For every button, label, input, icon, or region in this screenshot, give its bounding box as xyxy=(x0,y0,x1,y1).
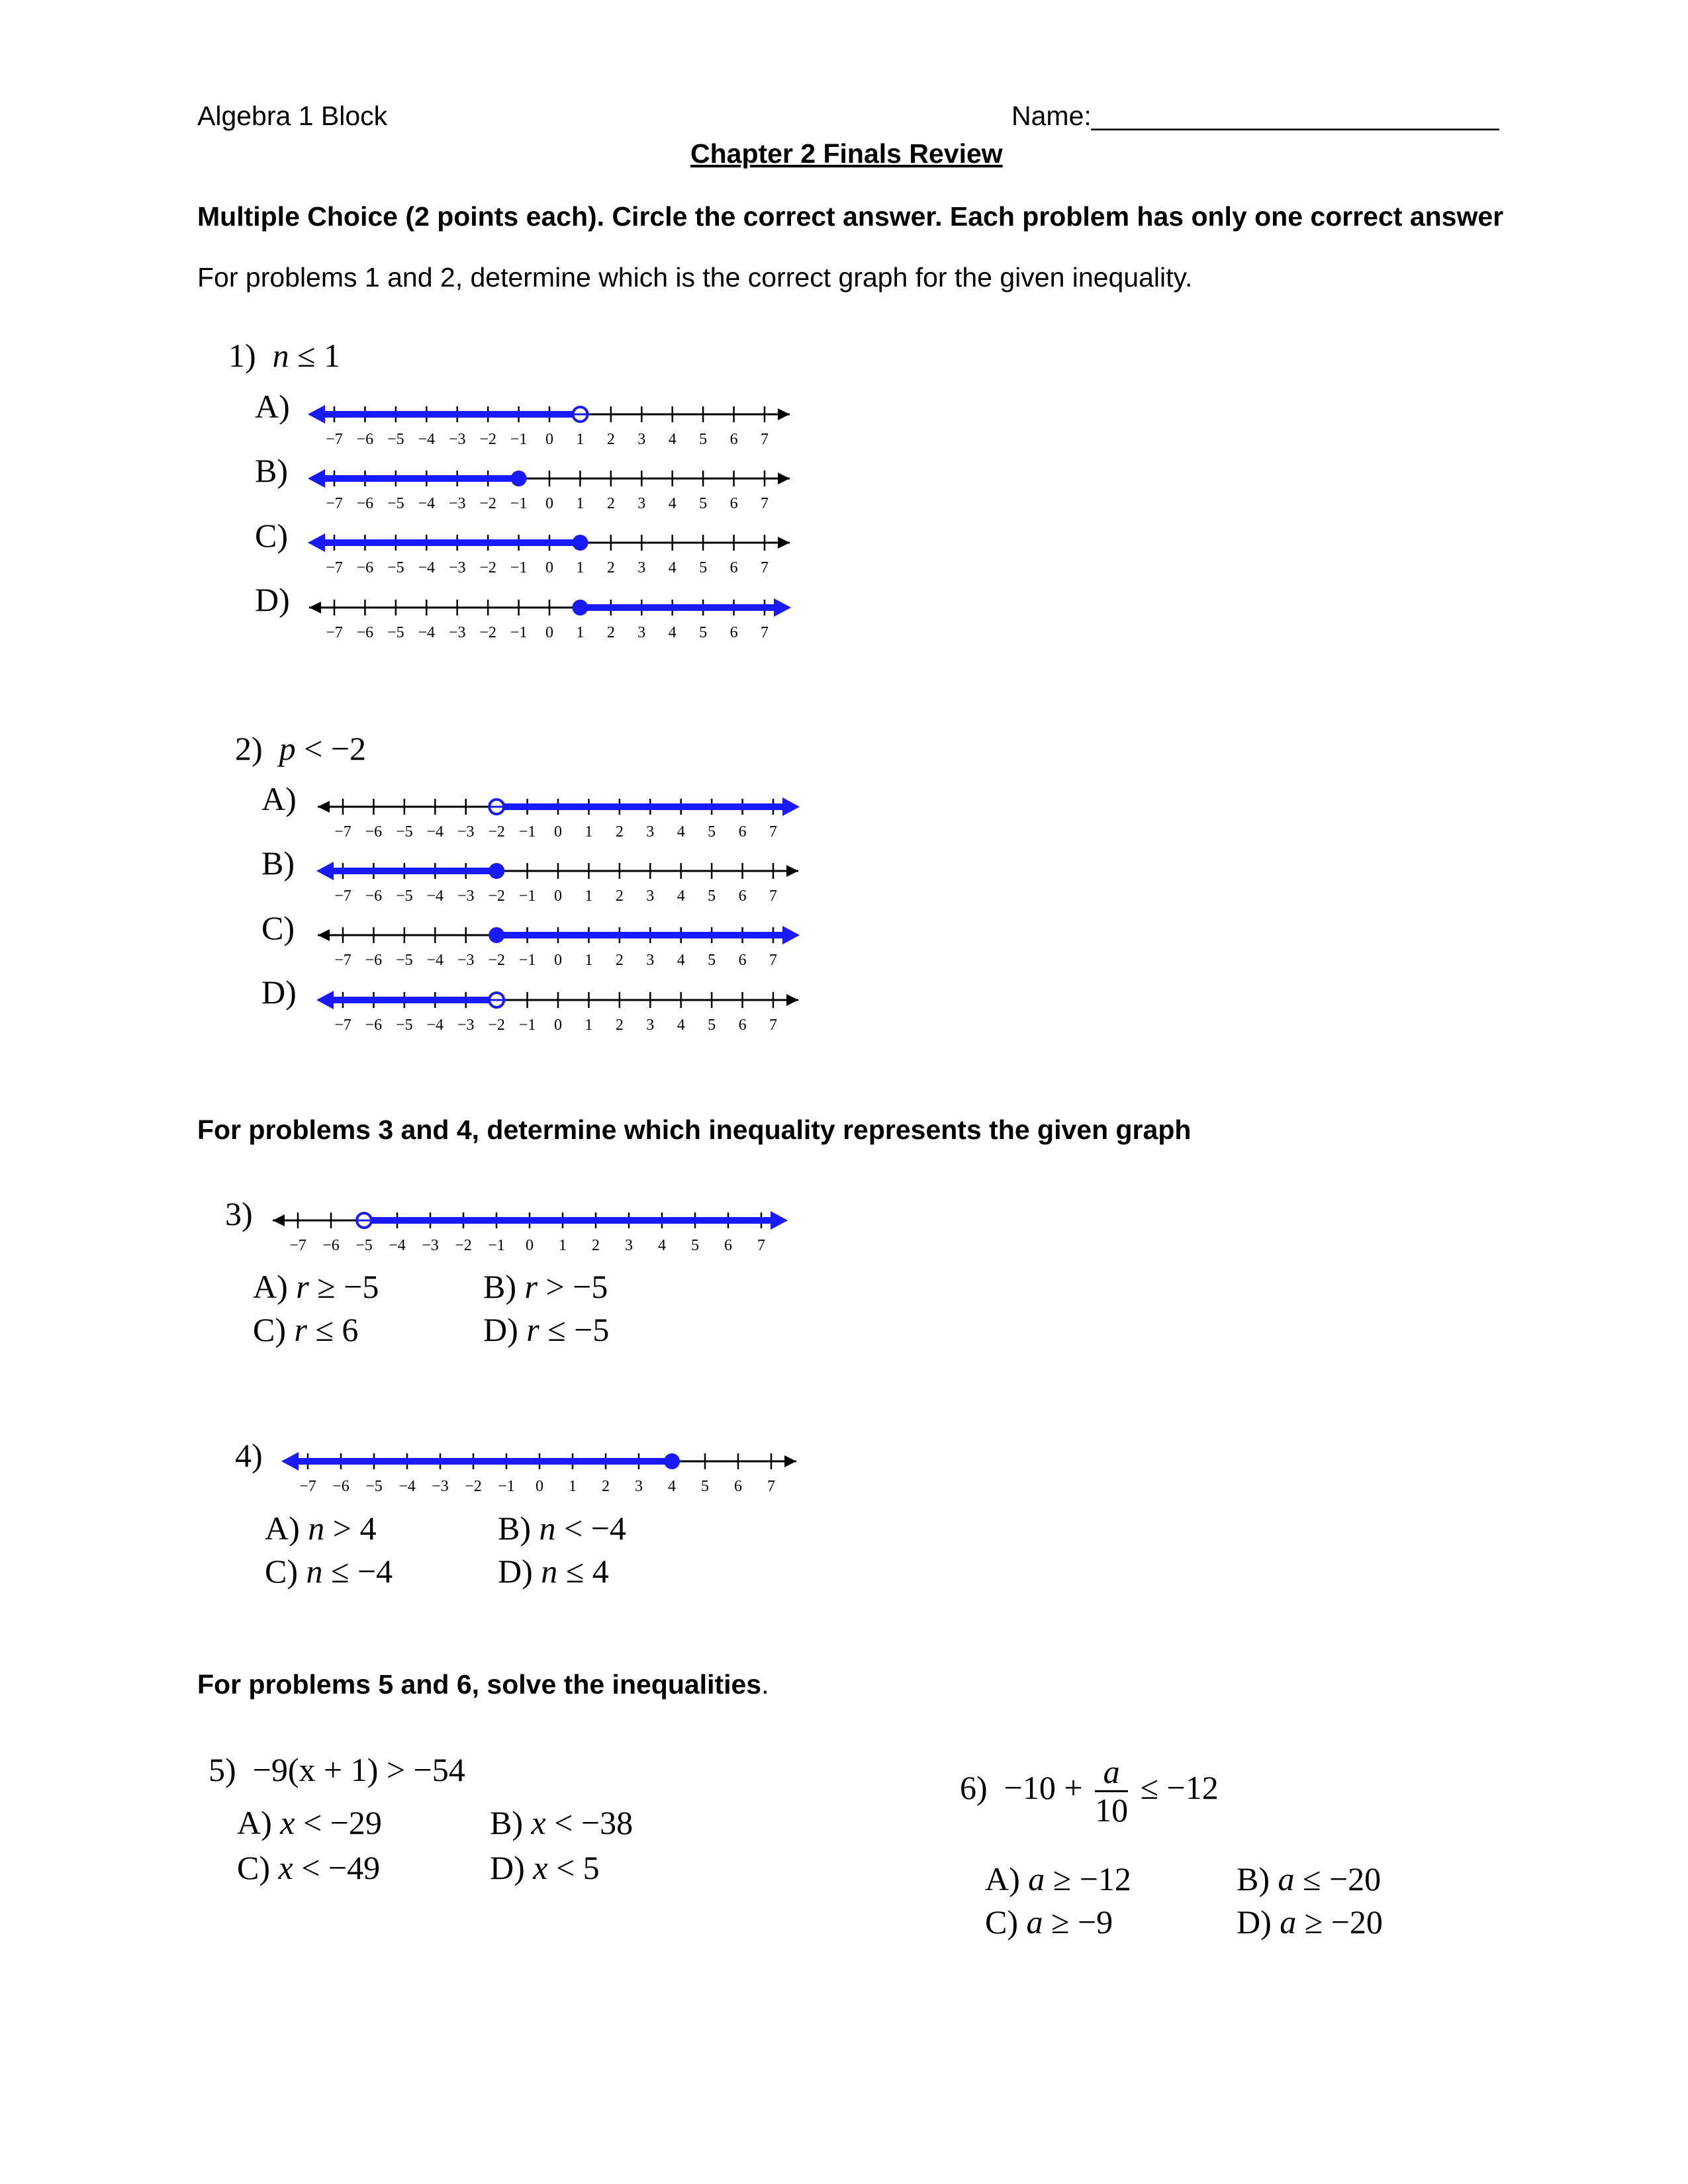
number-line-svg xyxy=(316,856,800,903)
problem-2-option-c-label[interactable]: C) xyxy=(261,909,295,946)
problems-1-2-instructions: For problems 1 and 2, determine which is the correct graph for the given inequality. xyxy=(197,262,1193,293)
number-line-svg xyxy=(271,1206,788,1252)
tick-label: −6 xyxy=(365,1017,383,1034)
problem-3-option-a[interactable]: A) r ≥ −5 xyxy=(253,1268,379,1305)
shaded-arrow-icon xyxy=(771,1211,788,1230)
tick-label: 5 xyxy=(708,887,716,905)
problem-variable: n xyxy=(272,337,289,374)
problem-1-option-a-label[interactable]: A) xyxy=(255,388,290,425)
tick-label: 3 xyxy=(646,1017,655,1034)
closed-endpoint xyxy=(572,600,588,615)
problem-1-option-b-numberline[interactable] xyxy=(308,464,791,510)
name-field[interactable]: Name:___________________________ xyxy=(1011,101,1499,131)
tick-label: −4 xyxy=(399,1478,416,1495)
tick-label: 3 xyxy=(637,559,646,576)
page-title: Chapter 2 Finals Review xyxy=(690,138,1003,169)
tick-label: −1 xyxy=(488,1237,505,1254)
tick-label: 5 xyxy=(699,431,708,448)
number-line-svg xyxy=(308,400,791,446)
tick-label: 4 xyxy=(668,624,677,641)
tick-label: −2 xyxy=(479,495,496,512)
tick-label: −1 xyxy=(510,495,528,512)
tick-label: 0 xyxy=(526,1237,534,1254)
left-arrow-icon xyxy=(318,929,330,941)
problem-4-option-a[interactable]: A) n > 4 xyxy=(265,1510,377,1547)
problem-5-prompt xyxy=(209,1751,465,1789)
tick-label: −1 xyxy=(510,559,528,576)
problems-3-4-instructions: For problems 3 and 4, determine which inequality represents the given graph xyxy=(197,1115,1192,1145)
tick-label: 2 xyxy=(606,495,615,512)
tick-label: −1 xyxy=(498,1478,515,1495)
tick-label: 0 xyxy=(554,952,562,969)
tick-label: 2 xyxy=(592,1237,600,1254)
tick-label: −1 xyxy=(518,887,536,905)
problem-5-option-a[interactable]: A) x < −29 xyxy=(237,1804,382,1841)
fraction: $\frac{a}{10}$ xyxy=(1095,1753,1129,1829)
right-arrow-icon xyxy=(778,473,790,484)
tick-label: −5 xyxy=(387,431,404,448)
problem-2-option-a-label[interactable]: A) xyxy=(261,780,297,817)
tick-label: 2 xyxy=(615,887,624,905)
problem-4-numberline xyxy=(281,1447,798,1493)
tick-label: 1 xyxy=(585,952,593,969)
tick-label: 6 xyxy=(738,1017,747,1034)
problem-4-option-c[interactable]: C) n ≤ −4 xyxy=(265,1553,393,1590)
shaded-arrow-icon xyxy=(316,991,334,1009)
right-arrow-icon xyxy=(786,994,798,1006)
problem-6-option-a[interactable]: A) a ≥ −12 xyxy=(985,1860,1131,1897)
problem-5-option-c[interactable]: C) x < −49 xyxy=(237,1849,381,1886)
problem-expression: −9(x + 1) > −54 xyxy=(252,1751,465,1788)
tick-label: −7 xyxy=(326,559,343,576)
tick-label: −3 xyxy=(448,431,466,448)
problem-1-option-d-numberline[interactable] xyxy=(308,593,791,639)
tick-label: 3 xyxy=(637,431,646,448)
tick-label: 4 xyxy=(668,495,677,512)
tick-label: −2 xyxy=(479,559,496,576)
tick-label: 0 xyxy=(545,559,553,576)
tick-label: 1 xyxy=(576,495,585,512)
tick-label: 1 xyxy=(569,1478,577,1495)
number-line-svg xyxy=(308,528,791,574)
problem-number: 2) xyxy=(235,730,263,767)
problem-1-option-c-numberline[interactable] xyxy=(308,528,791,574)
tick-label: 6 xyxy=(729,431,738,448)
tick-label: 3 xyxy=(646,823,655,841)
left-arrow-icon xyxy=(309,602,321,614)
number-line-svg xyxy=(316,792,800,839)
problem-3-option-b[interactable]: B) r > −5 xyxy=(483,1268,608,1305)
tick-label: 7 xyxy=(769,952,777,969)
tick-label: −5 xyxy=(396,887,413,905)
tick-label: 0 xyxy=(545,495,553,512)
tick-label: −4 xyxy=(426,823,444,841)
tick-label: −3 xyxy=(457,823,475,841)
number-line-svg xyxy=(308,464,791,510)
tick-label: 4 xyxy=(658,1237,666,1254)
tick-label: 1 xyxy=(559,1237,567,1254)
tick-label: −3 xyxy=(422,1237,439,1254)
right-arrow-icon xyxy=(778,537,790,549)
shaded-arrow-icon xyxy=(308,533,325,552)
tick-label: 1 xyxy=(585,1017,593,1034)
tick-label: 2 xyxy=(602,1478,610,1495)
shaded-arrow-icon xyxy=(782,926,800,944)
tick-label: 4 xyxy=(668,559,677,576)
tick-label: −6 xyxy=(365,952,383,969)
tick-label: 5 xyxy=(708,952,716,969)
tick-label: −6 xyxy=(332,1478,350,1495)
tick-label: −2 xyxy=(488,952,505,969)
problem-number: 1) xyxy=(228,337,256,374)
tick-label: −6 xyxy=(356,624,374,641)
tick-label: 6 xyxy=(738,887,747,905)
tick-label: −7 xyxy=(334,1017,352,1034)
problems-5-6-instructions: For problems 5 and 6, solve the inequalities. xyxy=(197,1669,769,1700)
tick-label: 4 xyxy=(677,887,685,905)
tick-label: 6 xyxy=(729,559,738,576)
tick-label: −6 xyxy=(365,823,383,841)
tick-label: −5 xyxy=(387,624,404,641)
tick-label: 2 xyxy=(606,624,615,641)
problem-4-option-b[interactable]: B) n < −4 xyxy=(498,1510,626,1547)
problem-2-option-d-numberline[interactable] xyxy=(316,985,800,1032)
tick-label: 7 xyxy=(769,1017,777,1034)
tick-label: 3 xyxy=(635,1478,643,1495)
tick-label: −5 xyxy=(387,559,404,576)
closed-endpoint xyxy=(664,1453,680,1469)
shaded-arrow-icon xyxy=(308,469,325,488)
tick-label: −7 xyxy=(299,1478,316,1495)
tick-label: −3 xyxy=(457,1017,475,1034)
shaded-arrow-icon xyxy=(316,862,334,880)
problem-1-option-b-label[interactable]: B) xyxy=(255,452,288,489)
tick-label: −3 xyxy=(448,559,466,576)
shaded-arrow-icon xyxy=(782,797,800,816)
tick-label: −5 xyxy=(396,823,413,841)
problem-3-number: 3) xyxy=(225,1195,253,1232)
problem-2-option-b-label[interactable]: B) xyxy=(261,844,295,882)
tick-label: 2 xyxy=(615,1017,624,1034)
tick-label: −1 xyxy=(518,952,536,969)
tick-label: −1 xyxy=(518,1017,536,1034)
problem-6-option-d[interactable]: D) a ≥ −20 xyxy=(1237,1903,1383,1940)
tick-label: 4 xyxy=(668,1478,676,1495)
tick-label: −3 xyxy=(457,952,475,969)
tick-label: 3 xyxy=(637,495,646,512)
tick-label: −5 xyxy=(355,1237,373,1254)
problem-variable: p xyxy=(279,730,296,767)
right-arrow-icon xyxy=(786,865,798,877)
number-line-svg xyxy=(316,921,800,967)
tick-label: 0 xyxy=(545,624,553,641)
tick-label: 7 xyxy=(761,495,769,512)
tick-label: −2 xyxy=(479,431,496,448)
problem-1-option-d-label[interactable]: D) xyxy=(255,581,290,618)
tick-label: −4 xyxy=(426,952,444,969)
tick-label: 4 xyxy=(677,1017,685,1034)
tick-label: −7 xyxy=(334,952,352,969)
shaded-arrow-icon xyxy=(281,1452,299,1471)
tick-label: 3 xyxy=(646,952,655,969)
tick-label: 7 xyxy=(769,823,777,841)
closed-endpoint xyxy=(489,863,504,879)
tick-label: −6 xyxy=(356,431,374,448)
tick-label: 5 xyxy=(708,1017,716,1034)
tick-label: 4 xyxy=(677,952,685,969)
problem-3-option-c[interactable]: C) r ≤ 6 xyxy=(253,1311,359,1348)
tick-label: −5 xyxy=(396,1017,413,1034)
left-arrow-icon xyxy=(273,1214,285,1226)
tick-label: −4 xyxy=(418,559,436,576)
tick-label: 2 xyxy=(615,823,624,841)
tick-label: 5 xyxy=(699,495,708,512)
shaded-arrow-icon xyxy=(774,598,791,617)
problem-2-option-b-numberline[interactable] xyxy=(316,856,800,903)
tick-label: −7 xyxy=(326,431,343,448)
problem-relation: ≤ 1 xyxy=(297,337,341,374)
multiple-choice-instructions: Multiple Choice (2 points each). Circle the correct answer. Each problem has only one correct answer xyxy=(197,201,1504,232)
tick-label: −7 xyxy=(326,495,343,512)
problem-2-option-c-numberline[interactable] xyxy=(316,921,800,967)
tick-label: −7 xyxy=(326,624,343,641)
tick-label: −1 xyxy=(510,431,528,448)
problem-1-prompt xyxy=(228,336,340,375)
tick-label: −3 xyxy=(457,887,475,905)
problem-5-option-b[interactable]: B) x < −38 xyxy=(490,1804,633,1841)
right-arrow-icon xyxy=(784,1455,796,1467)
tick-label: 6 xyxy=(729,624,738,641)
tick-label: −2 xyxy=(488,823,505,841)
tick-label: 3 xyxy=(646,887,655,905)
tick-label: 3 xyxy=(625,1237,633,1254)
tick-label: −7 xyxy=(334,823,352,841)
tick-label: 1 xyxy=(576,559,585,576)
problem-6-prompt: 6) −10 + $\frac{a}{10}$ ≤ −12 xyxy=(960,1753,1219,1829)
tick-label: 0 xyxy=(554,887,562,905)
tick-label: 2 xyxy=(606,559,615,576)
problem-2-prompt xyxy=(235,729,366,768)
closed-endpoint xyxy=(511,471,527,486)
shaded-arrow-icon xyxy=(308,405,325,424)
tick-label: 7 xyxy=(767,1478,775,1495)
tick-label: 0 xyxy=(545,431,553,448)
tick-label: −3 xyxy=(432,1478,449,1495)
tick-label: −2 xyxy=(479,624,496,641)
tick-label: −6 xyxy=(356,495,374,512)
problem-5-option-d[interactable]: D) x < 5 xyxy=(490,1849,600,1886)
tick-label: 7 xyxy=(761,624,769,641)
tick-label: 6 xyxy=(729,495,738,512)
tick-label: −4 xyxy=(426,1017,444,1034)
tick-label: −7 xyxy=(289,1237,306,1254)
tick-label: −3 xyxy=(448,624,466,641)
tick-label: 5 xyxy=(708,823,716,841)
tick-label: 4 xyxy=(668,431,677,448)
tick-label: 6 xyxy=(734,1478,742,1495)
problem-2-option-a-numberline[interactable] xyxy=(316,792,800,839)
tick-label: 5 xyxy=(699,624,708,641)
tick-label: −6 xyxy=(322,1237,340,1254)
left-arrow-icon xyxy=(318,801,330,813)
tick-label: 7 xyxy=(761,559,769,576)
problem-relation: < −2 xyxy=(304,730,367,767)
problem-1-option-a-numberline[interactable] xyxy=(308,400,791,446)
tick-label: −4 xyxy=(389,1237,406,1254)
right-arrow-icon xyxy=(778,408,790,420)
problem-6-option-c[interactable]: C) a ≥ −9 xyxy=(985,1903,1113,1940)
tick-label: −4 xyxy=(418,624,436,641)
number-line-svg xyxy=(308,593,791,639)
tick-label: −2 xyxy=(488,1017,505,1034)
tick-label: −2 xyxy=(455,1237,472,1254)
tick-label: −4 xyxy=(426,887,444,905)
closed-endpoint xyxy=(572,535,588,551)
tick-label: −5 xyxy=(365,1478,383,1495)
tick-label: −5 xyxy=(396,952,413,969)
tick-label: 1 xyxy=(576,624,585,641)
tick-label: 7 xyxy=(761,431,769,448)
tick-label: −2 xyxy=(465,1478,482,1495)
tick-label: 5 xyxy=(699,559,708,576)
tick-label: −6 xyxy=(365,887,383,905)
problem-number: 6) xyxy=(960,1768,988,1806)
tick-label: 7 xyxy=(769,887,777,905)
tick-label: 5 xyxy=(701,1478,709,1495)
tick-label: 0 xyxy=(554,1017,562,1034)
tick-label: −4 xyxy=(418,495,436,512)
tick-label: 5 xyxy=(691,1237,699,1254)
problem-3-option-d[interactable]: D) r ≤ −5 xyxy=(483,1311,610,1348)
course-label: Algebra 1 Block xyxy=(197,101,388,131)
tick-label: −5 xyxy=(387,495,404,512)
number-line-svg xyxy=(316,985,800,1032)
problem-number: 5) xyxy=(209,1751,236,1788)
closed-endpoint xyxy=(489,927,504,943)
tick-label: 0 xyxy=(536,1478,543,1495)
tick-label: 4 xyxy=(677,823,685,841)
problem-4-number: 4) xyxy=(235,1437,263,1474)
tick-label: 2 xyxy=(606,431,615,448)
tick-label: −3 xyxy=(448,495,466,512)
tick-label: 1 xyxy=(585,823,593,841)
tick-label: 6 xyxy=(738,823,747,841)
problem-4-option-d[interactable]: D) n ≤ 4 xyxy=(498,1553,609,1590)
problem-3-numberline xyxy=(271,1206,788,1252)
problem-1-option-c-label[interactable]: C) xyxy=(255,517,288,554)
tick-label: 1 xyxy=(576,431,585,448)
number-line-svg xyxy=(281,1447,798,1493)
tick-label: −4 xyxy=(418,431,436,448)
tick-label: −6 xyxy=(356,559,374,576)
tick-label: 2 xyxy=(615,952,624,969)
tick-label: 7 xyxy=(757,1237,765,1254)
tick-label: 0 xyxy=(554,823,562,841)
problem-6-option-b[interactable]: B) a ≤ −20 xyxy=(1237,1860,1382,1897)
tick-label: 1 xyxy=(585,887,593,905)
tick-label: 6 xyxy=(738,952,747,969)
tick-label: 6 xyxy=(724,1237,732,1254)
tick-label: −1 xyxy=(510,624,528,641)
tick-label: −7 xyxy=(334,887,352,905)
tick-label: 3 xyxy=(637,624,646,641)
tick-label: −2 xyxy=(488,887,505,905)
problem-2-option-d-label[interactable]: D) xyxy=(261,974,297,1011)
tick-label: −1 xyxy=(518,823,536,841)
